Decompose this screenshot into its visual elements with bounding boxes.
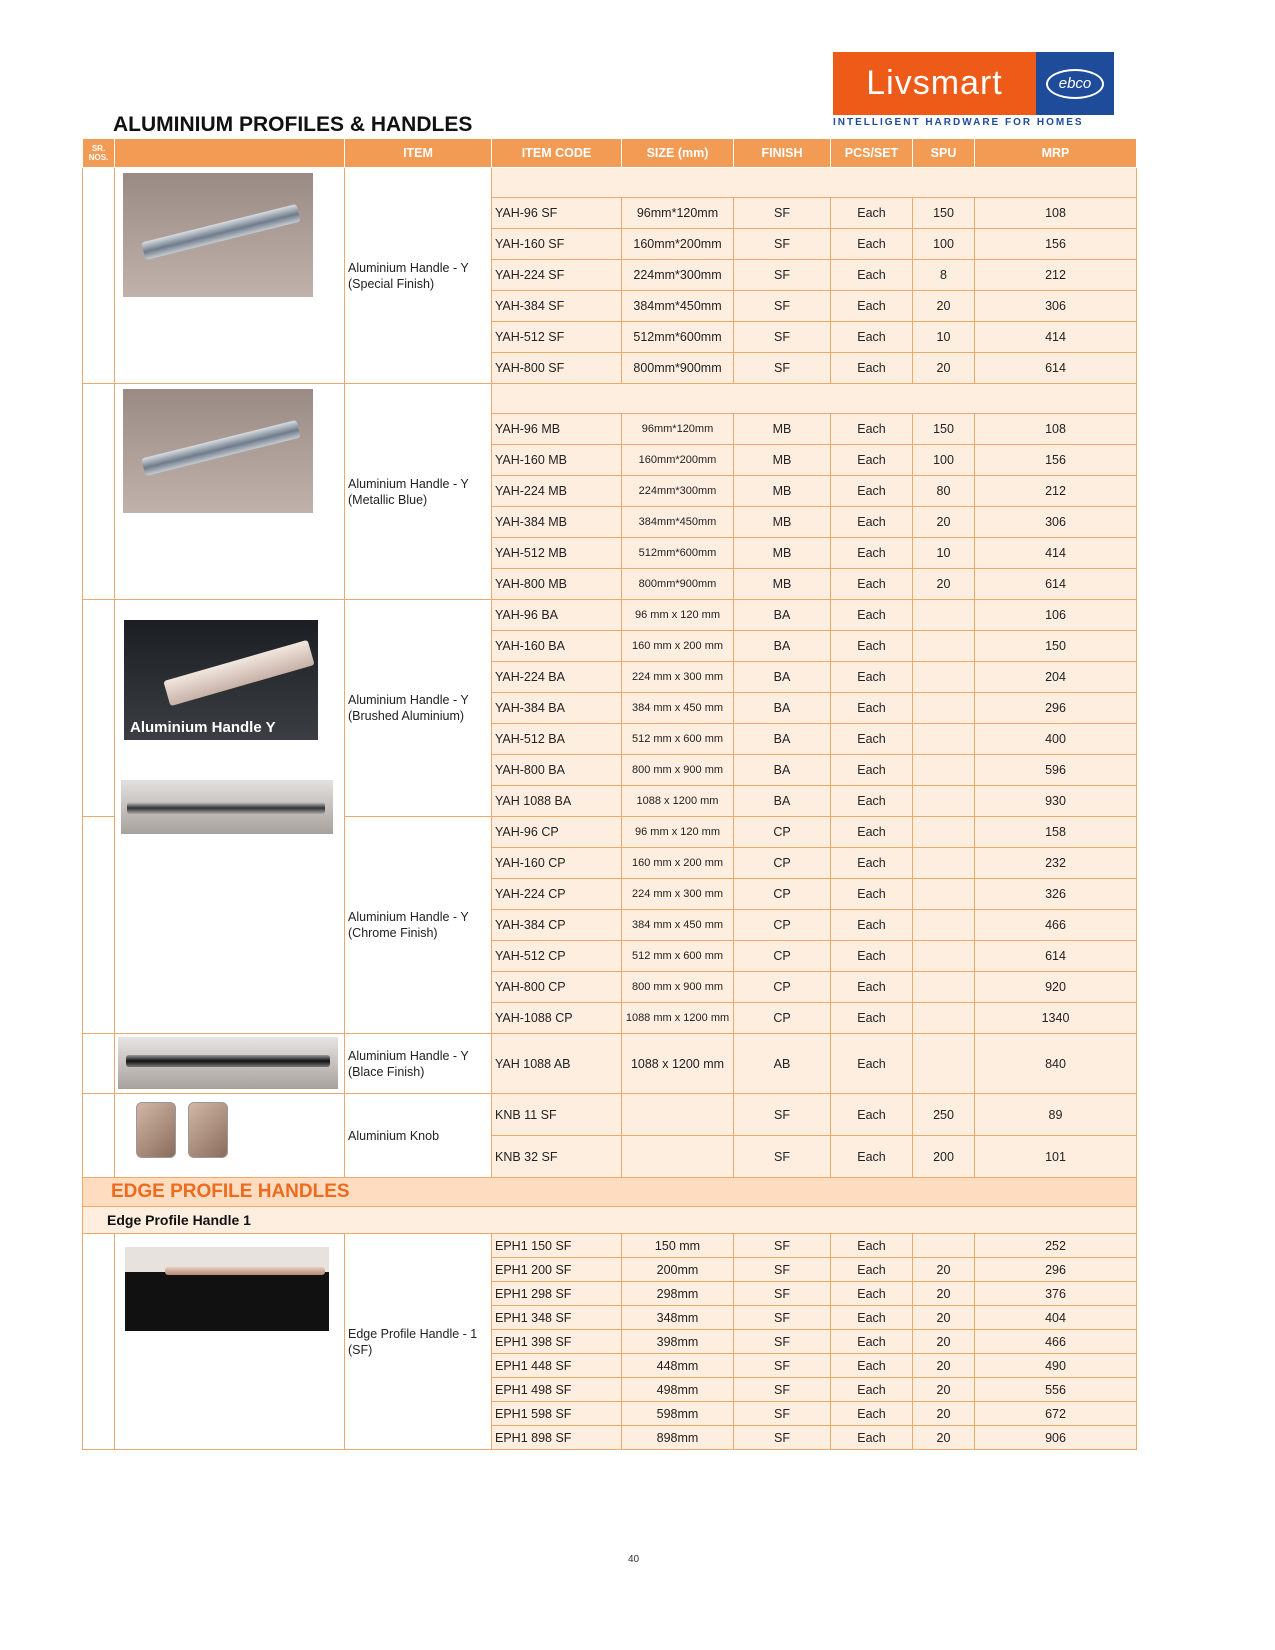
cell-mrp: 252 <box>975 1234 1137 1258</box>
handle-bar-icon <box>141 420 301 476</box>
cell-size <box>622 1136 734 1178</box>
cell-mrp: 466 <box>975 910 1137 941</box>
cell-spu <box>913 1234 975 1258</box>
cell-mrp: 490 <box>975 1354 1137 1378</box>
cell-pcs: Each <box>831 879 913 910</box>
cell-spu: 80 <box>913 476 975 507</box>
cell-size: 96 mm x 120 mm <box>622 817 734 848</box>
cell-finish: CP <box>734 910 831 941</box>
cell-spu: 20 <box>913 353 975 384</box>
cell-size: 298mm <box>622 1282 734 1306</box>
brand-tagline: INTELLIGENT HARDWARE FOR HOMES <box>833 117 1084 128</box>
cell-size: 224mm*300mm <box>622 260 734 291</box>
cell-finish: SF <box>734 198 831 229</box>
cell-spu: 200 <box>913 1136 975 1178</box>
cell-finish: MB <box>734 414 831 445</box>
cell-finish: BA <box>734 600 831 631</box>
sr-cell <box>83 168 115 384</box>
cell-size: 800 mm x 900 mm <box>622 972 734 1003</box>
section-title: EDGE PROFILE HANDLES <box>83 1178 1137 1207</box>
cell-spu <box>913 724 975 755</box>
cell-mrp: 614 <box>975 569 1137 600</box>
image-cell <box>115 168 345 384</box>
cell-mrp: 156 <box>975 445 1137 476</box>
cell-code: EPH1 298 SF <box>492 1282 622 1306</box>
cell-size: 1088 x 1200 mm <box>622 1034 734 1094</box>
cell-mrp: 212 <box>975 476 1137 507</box>
cell-size: 150 mm <box>622 1234 734 1258</box>
cell-code: YAH 1088 AB <box>492 1034 622 1094</box>
cell-finish: CP <box>734 879 831 910</box>
image-cell <box>115 1094 345 1178</box>
cell-code: YAH-512 CP <box>492 941 622 972</box>
sr-cell <box>83 600 115 817</box>
cell-spu: 8 <box>913 260 975 291</box>
cell-spu <box>913 1003 975 1034</box>
cell-mrp: 106 <box>975 600 1137 631</box>
header-size: SIZE (mm) <box>622 139 734 168</box>
cell-finish: BA <box>734 755 831 786</box>
cell-spu <box>913 848 975 879</box>
cell-code: EPH1 898 SF <box>492 1426 622 1450</box>
cell-pcs: Each <box>831 229 913 260</box>
image-cell <box>115 1234 345 1450</box>
handle-bar-icon <box>141 204 301 260</box>
cell-pcs: Each <box>831 414 913 445</box>
cell-finish: CP <box>734 1003 831 1034</box>
cell-finish: SF <box>734 1402 831 1426</box>
cell-size: 224mm*300mm <box>622 476 734 507</box>
item-name: Aluminium Handle - Y (Blace Finish) <box>345 1034 492 1094</box>
header-mrp: MRP <box>975 139 1137 168</box>
table-row <box>83 600 1137 631</box>
cell-spu: 20 <box>913 1330 975 1354</box>
cell-spu: 10 <box>913 538 975 569</box>
edge-bar-icon <box>165 1267 325 1275</box>
cell-mrp: 150 <box>975 631 1137 662</box>
table-row <box>83 168 1137 198</box>
cell-pcs: Each <box>831 1003 913 1034</box>
cell-size: 160mm*200mm <box>622 229 734 260</box>
cell-spu <box>913 879 975 910</box>
ab-handle-photo <box>118 1037 338 1089</box>
cell-pcs: Each <box>831 662 913 693</box>
cell-finish: BA <box>734 786 831 817</box>
blank-row-cell <box>492 168 1137 198</box>
table-row <box>83 1234 1137 1258</box>
cell-code: YAH-224 CP <box>492 879 622 910</box>
cell-mrp: 108 <box>975 198 1137 229</box>
cell-size: 898mm <box>622 1426 734 1450</box>
sr-cell <box>83 1034 115 1094</box>
cell-spu: 20 <box>913 1402 975 1426</box>
header-code: ITEM CODE <box>492 139 622 168</box>
cell-spu: 10 <box>913 322 975 353</box>
cell-size: 448mm <box>622 1354 734 1378</box>
cell-code: EPH1 448 SF <box>492 1354 622 1378</box>
cell-size: 512mm*600mm <box>622 538 734 569</box>
cell-mrp: 101 <box>975 1136 1137 1178</box>
cell-finish: AB <box>734 1034 831 1094</box>
cell-pcs: Each <box>831 1034 913 1094</box>
cell-mrp: 212 <box>975 260 1137 291</box>
cell-code: YAH-160 SF <box>492 229 622 260</box>
section-row <box>83 1178 1137 1207</box>
cell-size: 160mm*200mm <box>622 445 734 476</box>
cell-mrp: 414 <box>975 322 1137 353</box>
cell-mrp: 326 <box>975 879 1137 910</box>
cell-pcs: Each <box>831 1094 913 1136</box>
cell-pcs: Each <box>831 600 913 631</box>
cell-finish: SF <box>734 1330 831 1354</box>
cell-finish: SF <box>734 1378 831 1402</box>
cell-mrp: 920 <box>975 972 1137 1003</box>
cell-size: 160 mm x 200 mm <box>622 848 734 879</box>
cell-size: 800mm*900mm <box>622 569 734 600</box>
cell-size: 224 mm x 300 mm <box>622 879 734 910</box>
image-cell <box>115 384 345 600</box>
cell-spu: 150 <box>913 198 975 229</box>
cell-code: YAH-96 SF <box>492 198 622 229</box>
cell-mrp: 414 <box>975 538 1137 569</box>
cell-code: KNB 11 SF <box>492 1094 622 1136</box>
cell-finish: MB <box>734 538 831 569</box>
cell-mrp: 840 <box>975 1034 1137 1094</box>
cell-spu: 20 <box>913 291 975 322</box>
cell-code: YAH-224 MB <box>492 476 622 507</box>
header-image <box>115 139 345 168</box>
ebco-logo <box>1036 52 1114 115</box>
cell-finish: CP <box>734 941 831 972</box>
cell-code: EPH1 200 SF <box>492 1258 622 1282</box>
cell-mrp: 906 <box>975 1426 1137 1450</box>
item-name: Edge Profile Handle - 1 (SF) <box>345 1234 492 1450</box>
cell-mrp: 156 <box>975 229 1137 260</box>
header-item: ITEM <box>345 139 492 168</box>
cell-spu: 20 <box>913 1306 975 1330</box>
cell-finish: BA <box>734 693 831 724</box>
cell-spu <box>913 600 975 631</box>
cell-pcs: Each <box>831 1136 913 1178</box>
cell-spu: 20 <box>913 1258 975 1282</box>
cell-spu <box>913 755 975 786</box>
subsection-title: Edge Profile Handle 1 <box>83 1207 1137 1234</box>
cell-pcs: Each <box>831 1282 913 1306</box>
table-row <box>83 1094 1137 1136</box>
livsmart-logo: Livsmart <box>833 52 1036 115</box>
cell-mrp: 404 <box>975 1306 1137 1330</box>
cell-code: YAH-160 MB <box>492 445 622 476</box>
cell-pcs: Each <box>831 693 913 724</box>
cell-finish: SF <box>734 1282 831 1306</box>
cell-pcs: Each <box>831 198 913 229</box>
cell-spu: 20 <box>913 507 975 538</box>
cell-code: YAH 1088 BA <box>492 786 622 817</box>
cell-code: YAH-96 MB <box>492 414 622 445</box>
cell-spu <box>913 817 975 848</box>
cell-finish: MB <box>734 476 831 507</box>
cell-code: YAH-800 BA <box>492 755 622 786</box>
brand-logo <box>833 52 1114 115</box>
cell-size: 384mm*450mm <box>622 507 734 538</box>
cell-finish: SF <box>734 322 831 353</box>
item-name: Aluminium Handle - Y (Special Finish) <box>345 168 492 384</box>
cell-size: 800mm*900mm <box>622 353 734 384</box>
cell-size: 96 mm x 120 mm <box>622 600 734 631</box>
cell-spu: 250 <box>913 1094 975 1136</box>
cell-pcs: Each <box>831 1354 913 1378</box>
cell-size <box>622 1094 734 1136</box>
table-row <box>83 384 1137 414</box>
cell-mrp: 89 <box>975 1094 1137 1136</box>
knob-32-icon <box>188 1102 228 1158</box>
cell-mrp: 672 <box>975 1402 1137 1426</box>
cell-code: YAH-384 BA <box>492 693 622 724</box>
cell-pcs: Each <box>831 538 913 569</box>
cp-handle-photo <box>121 780 333 834</box>
item-name: Aluminium Handle - Y (Brushed Aluminium) <box>345 600 492 817</box>
cell-mrp: 614 <box>975 353 1137 384</box>
cell-mrp: 614 <box>975 941 1137 972</box>
cell-finish: CP <box>734 972 831 1003</box>
header-srno: SR. NOS. <box>83 139 115 168</box>
cell-pcs: Each <box>831 1234 913 1258</box>
cell-finish: SF <box>734 1094 831 1136</box>
cell-finish: BA <box>734 631 831 662</box>
item-name: Aluminium Handle - Y (Metallic Blue) <box>345 384 492 600</box>
product-table <box>82 138 1137 1450</box>
cell-finish: CP <box>734 848 831 879</box>
cell-pcs: Each <box>831 260 913 291</box>
page-number: 40 <box>628 1554 640 1565</box>
cell-spu: 100 <box>913 229 975 260</box>
blank-row-cell <box>492 384 1137 414</box>
header-spu: SPU <box>913 139 975 168</box>
cell-finish: MB <box>734 569 831 600</box>
cell-finish: BA <box>734 662 831 693</box>
cell-code: EPH1 348 SF <box>492 1306 622 1330</box>
cell-finish: SF <box>734 291 831 322</box>
cell-pcs: Each <box>831 848 913 879</box>
cell-finish: SF <box>734 229 831 260</box>
cell-pcs: Each <box>831 941 913 972</box>
cell-code: YAH-224 SF <box>492 260 622 291</box>
cell-pcs: Each <box>831 1330 913 1354</box>
table-header <box>83 139 1137 168</box>
cell-pcs: Each <box>831 972 913 1003</box>
cell-finish: SF <box>734 1354 831 1378</box>
cell-finish: SF <box>734 1136 831 1178</box>
cell-code: YAH-800 SF <box>492 353 622 384</box>
cell-code: YAH-96 BA <box>492 600 622 631</box>
sf-handle-photo <box>123 173 313 297</box>
cell-pcs: Each <box>831 322 913 353</box>
cell-finish: SF <box>734 1258 831 1282</box>
cell-mrp: 232 <box>975 848 1137 879</box>
edge-profile-photo <box>125 1247 329 1331</box>
cell-spu: 20 <box>913 569 975 600</box>
cell-mrp: 596 <box>975 755 1137 786</box>
cell-finish: SF <box>734 353 831 384</box>
cell-pcs: Each <box>831 476 913 507</box>
cell-mrp: 108 <box>975 414 1137 445</box>
cell-size: 348mm <box>622 1306 734 1330</box>
page-title: ALUMINIUM PROFILES & HANDLES <box>113 113 473 136</box>
cell-code: YAH-96 CP <box>492 817 622 848</box>
cell-code: YAH-512 BA <box>492 724 622 755</box>
cell-pcs: Each <box>831 291 913 322</box>
cell-size: 398mm <box>622 1330 734 1354</box>
ba-handle-photo <box>124 620 318 740</box>
sr-cell <box>83 817 115 1034</box>
cell-pcs: Each <box>831 631 913 662</box>
cell-code: YAH-800 MB <box>492 569 622 600</box>
cell-mrp: 306 <box>975 291 1137 322</box>
cell-size: 800 mm x 900 mm <box>622 755 734 786</box>
cell-pcs: Each <box>831 786 913 817</box>
subsection-row <box>83 1207 1137 1234</box>
cell-spu: 20 <box>913 1354 975 1378</box>
cell-mrp: 400 <box>975 724 1137 755</box>
cell-finish: SF <box>734 260 831 291</box>
cell-mrp: 556 <box>975 1378 1137 1402</box>
cell-mrp: 296 <box>975 693 1137 724</box>
cell-spu <box>913 631 975 662</box>
cell-spu <box>913 910 975 941</box>
cell-pcs: Each <box>831 1426 913 1450</box>
handle-bar-icon <box>127 802 325 814</box>
cell-size: 384mm*450mm <box>622 291 734 322</box>
cell-spu <box>913 786 975 817</box>
item-name: Aluminium Handle - Y (Chrome Finish) <box>345 817 492 1034</box>
cell-code: YAH-512 SF <box>492 322 622 353</box>
sr-cell <box>83 1234 115 1450</box>
cell-code: YAH-1088 CP <box>492 1003 622 1034</box>
cell-code: YAH-384 CP <box>492 910 622 941</box>
cell-pcs: Each <box>831 910 913 941</box>
header-finish: FINISH <box>734 139 831 168</box>
cell-pcs: Each <box>831 569 913 600</box>
cell-pcs: Each <box>831 724 913 755</box>
cell-size: 384 mm x 450 mm <box>622 693 734 724</box>
cell-code: YAH-224 BA <box>492 662 622 693</box>
cell-mrp: 1340 <box>975 1003 1137 1034</box>
cell-spu: 100 <box>913 445 975 476</box>
ebco-badge: ebco <box>1046 69 1104 99</box>
cell-size: 200mm <box>622 1258 734 1282</box>
item-name: Aluminium Knob <box>345 1094 492 1178</box>
cell-pcs: Each <box>831 1378 913 1402</box>
cell-code: YAH-160 CP <box>492 848 622 879</box>
cell-spu <box>913 941 975 972</box>
cell-code: EPH1 398 SF <box>492 1330 622 1354</box>
cell-spu <box>913 662 975 693</box>
sr-cell <box>83 384 115 600</box>
cell-code: EPH1 598 SF <box>492 1402 622 1426</box>
cell-size: 96mm*120mm <box>622 414 734 445</box>
cell-pcs: Each <box>831 1306 913 1330</box>
cell-size: 512 mm x 600 mm <box>622 724 734 755</box>
handle-bar-icon <box>126 1055 330 1067</box>
cell-mrp: 930 <box>975 786 1137 817</box>
table-row <box>83 1034 1137 1094</box>
cell-size: 224 mm x 300 mm <box>622 662 734 693</box>
cell-size: 598mm <box>622 1402 734 1426</box>
cell-mrp: 466 <box>975 1330 1137 1354</box>
cell-size: 512mm*600mm <box>622 322 734 353</box>
cell-finish: CP <box>734 817 831 848</box>
cell-spu: 20 <box>913 1378 975 1402</box>
cell-pcs: Each <box>831 817 913 848</box>
cell-finish: MB <box>734 507 831 538</box>
cell-spu: 20 <box>913 1282 975 1306</box>
cell-code: YAH-800 CP <box>492 972 622 1003</box>
cell-size: 1088 x 1200 mm <box>622 786 734 817</box>
cell-size: 160 mm x 200 mm <box>622 631 734 662</box>
handle-bar-icon <box>163 640 314 706</box>
cell-mrp: 204 <box>975 662 1137 693</box>
cell-mrp: 306 <box>975 507 1137 538</box>
cell-spu <box>913 693 975 724</box>
cell-finish: SF <box>734 1426 831 1450</box>
cell-mrp: 158 <box>975 817 1137 848</box>
sr-cell <box>83 1094 115 1178</box>
header-pcs: PCS/SET <box>831 139 913 168</box>
mb-handle-photo <box>123 389 313 513</box>
cell-size: 1088 mm x 1200 mm <box>622 1003 734 1034</box>
cell-size: 512 mm x 600 mm <box>622 941 734 972</box>
cell-spu: 150 <box>913 414 975 445</box>
cell-code: EPH1 498 SF <box>492 1378 622 1402</box>
cell-pcs: Each <box>831 755 913 786</box>
knob-11-icon <box>136 1102 176 1158</box>
cell-size: 96mm*120mm <box>622 198 734 229</box>
cell-size: 498mm <box>622 1378 734 1402</box>
cell-mrp: 376 <box>975 1282 1137 1306</box>
cell-code: YAH-512 MB <box>492 538 622 569</box>
cell-pcs: Each <box>831 353 913 384</box>
cell-finish: SF <box>734 1306 831 1330</box>
cell-finish: SF <box>734 1234 831 1258</box>
cell-spu: 20 <box>913 1426 975 1450</box>
cell-code: YAH-160 BA <box>492 631 622 662</box>
cell-pcs: Each <box>831 1402 913 1426</box>
cell-pcs: Each <box>831 507 913 538</box>
cell-mrp: 296 <box>975 1258 1137 1282</box>
image-cell <box>115 600 345 1034</box>
image-caption: Aluminium Handle Y <box>130 719 276 736</box>
cell-pcs: Each <box>831 1258 913 1282</box>
cell-size: 384 mm x 450 mm <box>622 910 734 941</box>
cell-pcs: Each <box>831 445 913 476</box>
cell-code: YAH-384 SF <box>492 291 622 322</box>
cell-finish: BA <box>734 724 831 755</box>
image-cell <box>115 1034 345 1094</box>
cell-spu <box>913 972 975 1003</box>
cell-code: YAH-384 MB <box>492 507 622 538</box>
cell-code: EPH1 150 SF <box>492 1234 622 1258</box>
cell-spu <box>913 1034 975 1094</box>
cell-code: KNB 32 SF <box>492 1136 622 1178</box>
cell-finish: MB <box>734 445 831 476</box>
